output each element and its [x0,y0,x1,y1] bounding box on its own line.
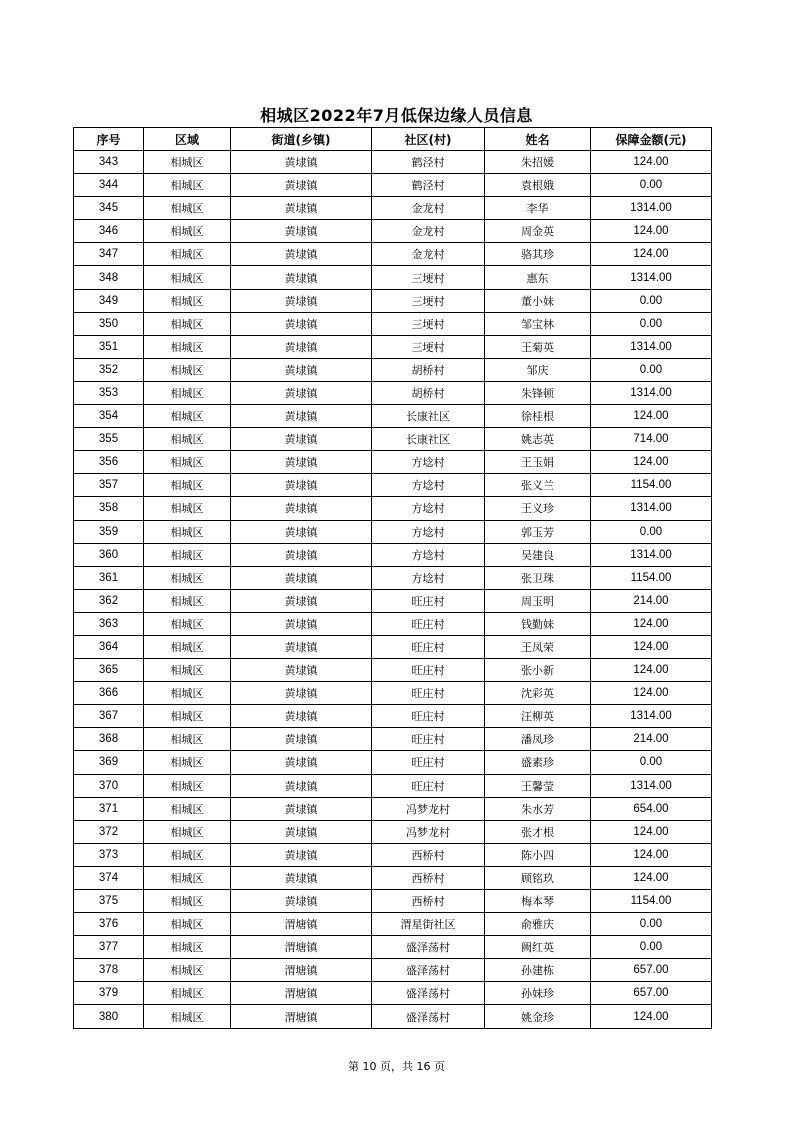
cell-street-town: 黄埭镇 [231,520,372,543]
cell-street-town: 渭塘镇 [231,959,372,982]
cell-name: 梅本琴 [485,890,591,913]
cell-serial-number: 375 [74,890,144,913]
cell-street-town: 黄埭镇 [231,174,372,197]
cell-community-village: 长康社区 [372,405,485,428]
cell-street-town: 黄埭镇 [231,866,372,889]
cell-serial-number: 368 [74,728,144,751]
cell-serial-number: 379 [74,982,144,1005]
cell-community-village: 旺庄村 [372,589,485,612]
cell-district: 相城区 [144,774,231,797]
cell-amount: 1154.00 [591,890,712,913]
cell-amount: 1314.00 [591,705,712,728]
cell-street-town: 黄埭镇 [231,335,372,358]
cell-street-town: 黄埭镇 [231,405,372,428]
cell-community-village: 三埂村 [372,312,485,335]
table-row [74,843,712,866]
cell-serial-number: 353 [74,381,144,404]
cell-district: 相城区 [144,866,231,889]
table-row [74,566,712,589]
cell-amount: 0.00 [591,936,712,959]
table-row [74,936,712,959]
cell-community-village: 西桥村 [372,843,485,866]
cell-name: 王馨莹 [485,774,591,797]
cell-district: 相城区 [144,612,231,635]
cell-serial-number: 355 [74,428,144,451]
cell-name: 汪柳英 [485,705,591,728]
cell-district: 相城区 [144,982,231,1005]
cell-name: 骆其珍 [485,243,591,266]
cell-street-town: 黄埭镇 [231,474,372,497]
table-row [74,543,712,566]
cell-amount: 1314.00 [591,543,712,566]
cell-name: 王菊英 [485,335,591,358]
cell-district: 相城区 [144,381,231,404]
cell-name: 吴建良 [485,543,591,566]
cell-serial-number: 369 [74,751,144,774]
cell-community-village: 胡桥村 [372,358,485,381]
cell-name: 潘凤珍 [485,728,591,751]
cell-district: 相城区 [144,682,231,705]
cell-name: 袁根娥 [485,174,591,197]
table-row [74,1005,712,1028]
table-row [74,243,712,266]
cell-district: 相城区 [144,635,231,658]
cell-district: 相城区 [144,312,231,335]
cell-street-town: 黄埭镇 [231,890,372,913]
cell-amount: 0.00 [591,174,712,197]
cell-community-village: 鹤泾村 [372,174,485,197]
cell-name: 沈彩英 [485,682,591,705]
cell-district: 相城区 [144,936,231,959]
cell-serial-number: 351 [74,335,144,358]
cell-amount: 1314.00 [591,774,712,797]
cell-community-village: 胡桥村 [372,381,485,404]
cell-district: 相城区 [144,705,231,728]
cell-district: 相城区 [144,197,231,220]
cell-name: 朱水芳 [485,797,591,820]
cell-amount: 714.00 [591,428,712,451]
page-footer: 第 10 页，共 16 页 [348,1060,445,1073]
cell-amount: 1314.00 [591,381,712,404]
cell-amount: 1314.00 [591,197,712,220]
cell-serial-number: 367 [74,705,144,728]
cell-street-town: 黄埭镇 [231,289,372,312]
cell-community-village: 方埝村 [372,497,485,520]
table-row [74,151,712,174]
cell-district: 相城区 [144,243,231,266]
cell-community-village: 盛泽荡村 [372,959,485,982]
cell-serial-number: 376 [74,913,144,936]
cell-community-village: 旺庄村 [372,612,485,635]
cell-street-town: 黄埭镇 [231,797,372,820]
cell-name: 邹庆 [485,358,591,381]
cell-serial-number: 343 [74,151,144,174]
cell-serial-number: 350 [74,312,144,335]
header-community-village: 社区(村) [372,128,485,151]
cell-name: 阙红英 [485,936,591,959]
cell-district: 相城区 [144,543,231,566]
cell-name: 王义珍 [485,497,591,520]
cell-name: 王玉娟 [485,451,591,474]
cell-community-village: 方埝村 [372,543,485,566]
cell-name: 孙建栋 [485,959,591,982]
cell-serial-number: 364 [74,635,144,658]
cell-serial-number: 361 [74,566,144,589]
cell-serial-number: 348 [74,266,144,289]
cell-amount: 0.00 [591,520,712,543]
cell-amount: 124.00 [591,866,712,889]
cell-street-town: 渭塘镇 [231,982,372,1005]
cell-street-town: 黄埭镇 [231,197,372,220]
cell-district: 相城区 [144,289,231,312]
cell-name: 盛素珍 [485,751,591,774]
data-table [73,127,712,1029]
cell-serial-number: 377 [74,936,144,959]
table-row [74,890,712,913]
cell-name: 周玉明 [485,589,591,612]
cell-name: 周金英 [485,220,591,243]
cell-name: 钱勤妹 [485,612,591,635]
cell-street-town: 渭塘镇 [231,936,372,959]
cell-serial-number: 357 [74,474,144,497]
header-street-town: 街道(乡镇) [231,128,372,151]
cell-street-town: 黄埭镇 [231,705,372,728]
table-row [74,751,712,774]
table-row [74,312,712,335]
cell-district: 相城区 [144,659,231,682]
cell-serial-number: 370 [74,774,144,797]
table-row [74,174,712,197]
cell-district: 相城区 [144,566,231,589]
cell-street-town: 黄埭镇 [231,635,372,658]
cell-amount: 124.00 [591,635,712,658]
cell-community-village: 方埝村 [372,566,485,589]
cell-name: 张才根 [485,820,591,843]
cell-street-town: 渭塘镇 [231,913,372,936]
table-row [74,866,712,889]
cell-name: 张卫珠 [485,566,591,589]
cell-name: 邹宝林 [485,312,591,335]
cell-street-town: 黄埭镇 [231,659,372,682]
table-row [74,335,712,358]
cell-amount: 1314.00 [591,335,712,358]
cell-amount: 657.00 [591,982,712,1005]
header-name: 姓名 [485,128,591,151]
cell-street-town: 黄埭镇 [231,451,372,474]
cell-district: 相城区 [144,797,231,820]
table-row [74,451,712,474]
cell-community-village: 鹤泾村 [372,151,485,174]
cell-serial-number: 346 [74,220,144,243]
cell-amount: 0.00 [591,289,712,312]
cell-community-village: 三埂村 [372,289,485,312]
header-amount: 保障金额(元) [591,128,712,151]
cell-name: 郭玉芳 [485,520,591,543]
table-row [74,705,712,728]
cell-amount: 124.00 [591,243,712,266]
table-row [74,612,712,635]
cell-amount: 124.00 [591,405,712,428]
cell-serial-number: 352 [74,358,144,381]
cell-amount: 1154.00 [591,474,712,497]
cell-district: 相城区 [144,843,231,866]
cell-amount: 214.00 [591,589,712,612]
cell-amount: 214.00 [591,728,712,751]
cell-street-town: 黄埭镇 [231,220,372,243]
table-body [74,151,712,1029]
cell-serial-number: 373 [74,843,144,866]
table-row [74,497,712,520]
cell-serial-number: 356 [74,451,144,474]
cell-street-town: 黄埭镇 [231,774,372,797]
table-row [74,358,712,381]
cell-amount: 0.00 [591,312,712,335]
cell-street-town: 黄埭镇 [231,589,372,612]
cell-district: 相城区 [144,589,231,612]
cell-community-village: 旺庄村 [372,705,485,728]
table-row [74,820,712,843]
cell-district: 相城区 [144,890,231,913]
cell-name: 姚金珍 [485,1005,591,1028]
cell-name: 姚志英 [485,428,591,451]
cell-district: 相城区 [144,959,231,982]
cell-community-village: 金龙村 [372,243,485,266]
table-row [74,982,712,1005]
cell-community-village: 旺庄村 [372,774,485,797]
cell-street-town: 黄埭镇 [231,682,372,705]
cell-district: 相城区 [144,151,231,174]
header-district: 区域 [144,128,231,151]
table-row [74,589,712,612]
cell-name: 惠东 [485,266,591,289]
table-row [74,797,712,820]
cell-community-village: 金龙村 [372,220,485,243]
cell-district: 相城区 [144,497,231,520]
cell-amount: 124.00 [591,820,712,843]
cell-serial-number: 362 [74,589,144,612]
cell-street-town: 黄埭镇 [231,358,372,381]
cell-community-village: 旺庄村 [372,635,485,658]
cell-serial-number: 347 [74,243,144,266]
cell-district: 相城区 [144,751,231,774]
cell-district: 相城区 [144,451,231,474]
cell-district: 相城区 [144,174,231,197]
table-row [74,659,712,682]
cell-street-town: 黄埭镇 [231,543,372,566]
cell-amount: 1314.00 [591,266,712,289]
cell-serial-number: 354 [74,405,144,428]
cell-street-town: 黄埭镇 [231,751,372,774]
header-serial-number: 序号 [74,128,144,151]
cell-community-village: 方埝村 [372,474,485,497]
cell-name: 朱招媛 [485,151,591,174]
table-row [74,474,712,497]
cell-street-town: 黄埭镇 [231,381,372,404]
cell-community-village: 长康社区 [372,428,485,451]
cell-community-village: 盛泽荡村 [372,982,485,1005]
cell-street-town: 黄埭镇 [231,612,372,635]
cell-street-town: 黄埭镇 [231,843,372,866]
table-row [74,728,712,751]
cell-district: 相城区 [144,1005,231,1028]
cell-serial-number: 358 [74,497,144,520]
cell-community-village: 旺庄村 [372,728,485,751]
cell-name: 顾铭玖 [485,866,591,889]
table-row [74,289,712,312]
cell-community-village: 渭星街社区 [372,913,485,936]
cell-community-village: 旺庄村 [372,751,485,774]
cell-serial-number: 378 [74,959,144,982]
cell-community-village: 方埝村 [372,451,485,474]
cell-amount: 654.00 [591,797,712,820]
cell-community-village: 旺庄村 [372,682,485,705]
cell-street-town: 黄埭镇 [231,566,372,589]
cell-serial-number: 366 [74,682,144,705]
cell-community-village: 三埂村 [372,266,485,289]
table-row [74,913,712,936]
cell-serial-number: 345 [74,197,144,220]
cell-community-village: 盛泽荡村 [372,936,485,959]
cell-amount: 657.00 [591,959,712,982]
cell-community-village: 三埂村 [372,335,485,358]
cell-district: 相城区 [144,820,231,843]
cell-street-town: 黄埭镇 [231,728,372,751]
cell-community-village: 金龙村 [372,197,485,220]
cell-name: 董小妹 [485,289,591,312]
cell-district: 相城区 [144,474,231,497]
cell-name: 张义兰 [485,474,591,497]
cell-district: 相城区 [144,913,231,936]
table-row [74,520,712,543]
table-row [74,220,712,243]
cell-serial-number: 359 [74,520,144,543]
cell-community-village: 西桥村 [372,890,485,913]
cell-district: 相城区 [144,728,231,751]
cell-street-town: 黄埭镇 [231,266,372,289]
cell-street-town: 渭塘镇 [231,1005,372,1028]
cell-amount: 1314.00 [591,497,712,520]
cell-street-town: 黄埭镇 [231,312,372,335]
table-row [74,774,712,797]
table-row [74,405,712,428]
cell-amount: 124.00 [591,659,712,682]
table-header-row [74,128,712,151]
cell-community-village: 冯梦龙村 [372,797,485,820]
cell-name: 孙妹珍 [485,982,591,1005]
cell-amount: 0.00 [591,751,712,774]
cell-amount: 1154.00 [591,566,712,589]
cell-name: 朱锋顿 [485,381,591,404]
cell-street-town: 黄埭镇 [231,820,372,843]
cell-street-town: 黄埭镇 [231,428,372,451]
cell-amount: 124.00 [591,1005,712,1028]
cell-serial-number: 371 [74,797,144,820]
cell-serial-number: 344 [74,174,144,197]
cell-district: 相城区 [144,220,231,243]
cell-district: 相城区 [144,358,231,381]
table-row [74,682,712,705]
cell-community-village: 方埝村 [372,520,485,543]
cell-amount: 124.00 [591,451,712,474]
cell-district: 相城区 [144,520,231,543]
document-title: 相城区2022年7月低保边缘人员信息 [260,106,533,125]
table-row [74,959,712,982]
cell-amount: 124.00 [591,682,712,705]
table-row [74,428,712,451]
cell-district: 相城区 [144,335,231,358]
cell-community-village: 旺庄村 [372,659,485,682]
cell-name: 李华 [485,197,591,220]
cell-district: 相城区 [144,428,231,451]
cell-amount: 124.00 [591,612,712,635]
cell-district: 相城区 [144,405,231,428]
table-row [74,635,712,658]
cell-name: 徐桂根 [485,405,591,428]
cell-street-town: 黄埭镇 [231,151,372,174]
cell-serial-number: 380 [74,1005,144,1028]
cell-community-village: 西桥村 [372,866,485,889]
cell-amount: 0.00 [591,913,712,936]
cell-community-village: 冯梦龙村 [372,820,485,843]
cell-name: 张小新 [485,659,591,682]
cell-amount: 0.00 [591,358,712,381]
cell-amount: 124.00 [591,843,712,866]
cell-serial-number: 374 [74,866,144,889]
cell-amount: 124.00 [591,220,712,243]
table-row [74,266,712,289]
cell-name: 陈小四 [485,843,591,866]
cell-serial-number: 349 [74,289,144,312]
table-row [74,197,712,220]
cell-serial-number: 365 [74,659,144,682]
cell-amount: 124.00 [591,151,712,174]
cell-serial-number: 363 [74,612,144,635]
cell-street-town: 黄埭镇 [231,243,372,266]
cell-street-town: 黄埭镇 [231,497,372,520]
cell-name: 俞雅庆 [485,913,591,936]
cell-serial-number: 360 [74,543,144,566]
cell-serial-number: 372 [74,820,144,843]
cell-community-village: 盛泽荡村 [372,1005,485,1028]
table-row [74,381,712,404]
cell-name: 王凤荣 [485,635,591,658]
cell-district: 相城区 [144,266,231,289]
